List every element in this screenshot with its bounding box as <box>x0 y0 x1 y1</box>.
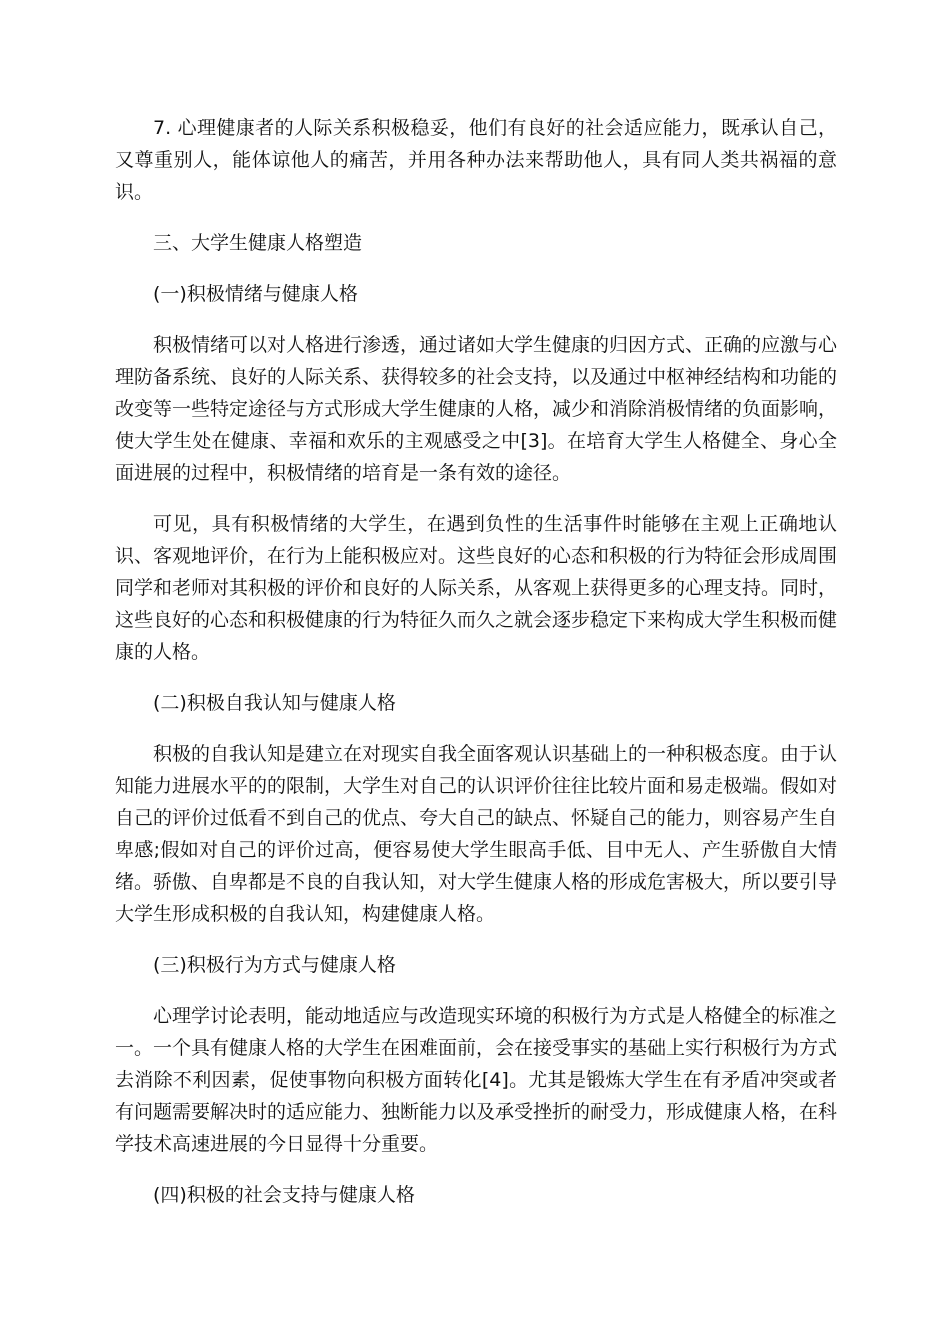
paragraph: 心理学讨论表明，能动地适应与改造现实环境的积极行为方式是人格健全的标准之一。一个具有健康人格的大学生在困难面前，会在接受事实的基础上实行积极行为方式去消除不利因素，促使事物向积极方面转化[4]。尤其是锻炼大学生在有矛盾冲突或者有问题需要解决时的适应能力、独断能力以及承受挫折的耐受力，形成健康人格，在科学技术高速进展的今日显得十分重要。 <box>115 1005 838 1155</box>
section-heading-3: 三、大学生健康人格塑造 <box>153 232 363 254</box>
subsection-heading-4: (四)积极的社会支持与健康人格 <box>153 1184 415 1206</box>
document-body <box>115 112 837 1230</box>
paragraph: 积极情绪可以对人格进行渗透，通过诸如大学生健康的归因方式、正确的应激与心理防备系统、良好的人际关系、获得较多的社会支持，以及通过中枢神经结构和功能的改变等一些特定途径与方式形成大学生健康的人格，减少和消除消极情绪的负面影响，使大学生处在健康、幸福和欢乐的主观感受之中[3]。在培育大学生人格健全、身心全面进展的过程中，积极情绪的培育是一条有效的途径。 <box>115 334 838 484</box>
subsection-heading-2: (二)积极自我认知与健康人格 <box>153 692 396 714</box>
paragraph: 可见，具有积极情绪的大学生，在遇到负性的生活事件时能够在主观上正确地认识、客观地评价，在行为上能积极应对。这些良好的心态和积极的行为特征会形成周围同学和老师对其积极的评价和良好的人际关系，从客观上获得更多的心理支持。同时，这些良好的心态和积极健康的行为特征久而久之就会逐步稳定下来构成大学生积极而健康的人格。 <box>115 513 838 663</box>
subsection-heading-3: (三)积极行为方式与健康人格 <box>153 954 396 976</box>
subsection-heading-1: (一)积极情绪与健康人格 <box>153 283 358 305</box>
paragraph-item-7: 7. 心理健康者的人际关系积极稳妥，他们有良好的社会适应能力，既承认自己，又尊重别人，能体谅他人的痛苦，并用各种办法来帮助他人，具有同人类共祸福的意识。 <box>115 117 837 203</box>
paragraph: 积极的自我认知是建立在对现实自我全面客观认识基础上的一种积极态度。由于认知能力进展水平的的限制，大学生对自己的认识评价往往比较片面和易走极端。假如对自己的评价过低看不到自己的优点、夸大自己的缺点、怀疑自己的能力，则容易产生自卑感;假如对自己的评价过高，便容易使大学生眼高手低、目中无人、产生骄傲自大情绪。骄傲、自卑都是不良的自我认知，对大学生健康人格的形成危害极大，所以要引导大学生形成积极的自我认知，构建健康人格。 <box>115 743 838 925</box>
